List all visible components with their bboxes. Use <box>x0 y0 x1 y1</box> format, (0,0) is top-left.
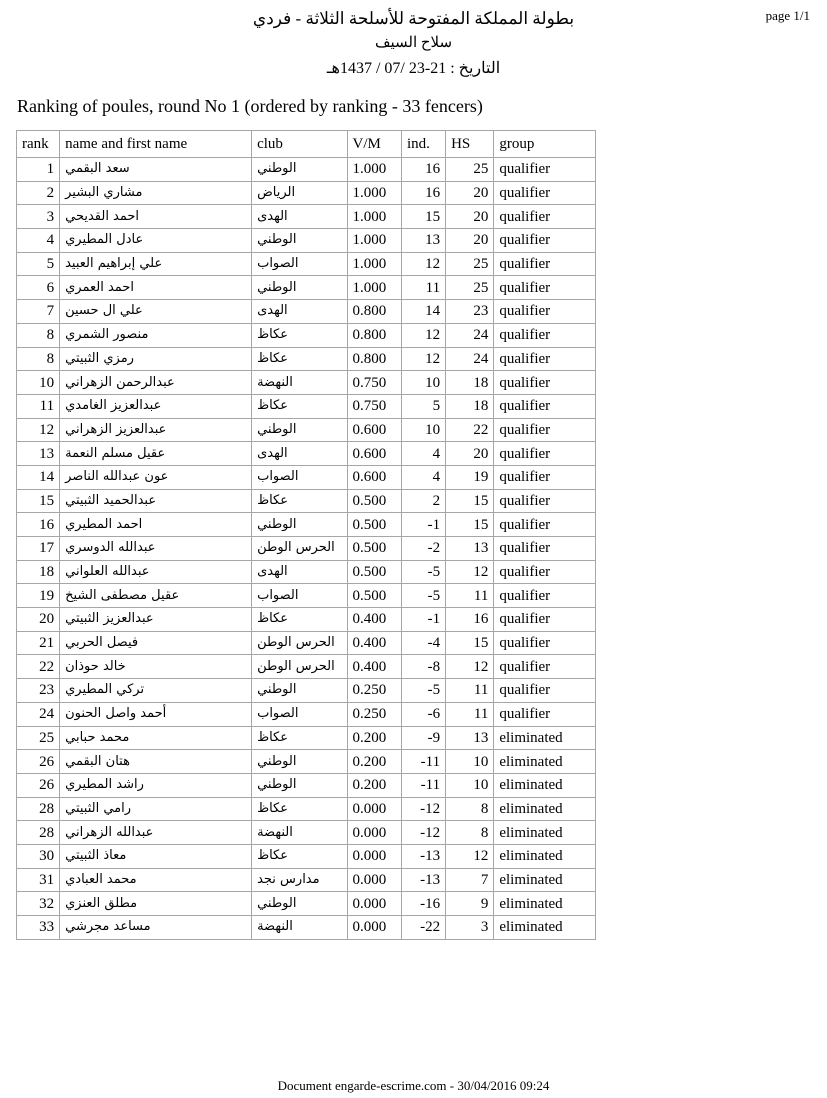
cell-club: الهدى <box>252 300 347 324</box>
table-row <box>17 560 596 584</box>
cell-ind: 12 <box>401 252 445 276</box>
cell-name: خالد حوذان <box>60 655 252 679</box>
cell-ind: 4 <box>401 465 445 489</box>
cell-ind: -11 <box>401 750 445 774</box>
cell-name: مطلق العنزي <box>60 892 252 916</box>
cell-vm: 0.000 <box>347 916 401 940</box>
cell-ind: -12 <box>401 797 445 821</box>
cell-ind: -5 <box>401 679 445 703</box>
cell-vm: 0.600 <box>347 442 401 466</box>
cell-group: eliminated <box>494 892 596 916</box>
cell-group: qualifier <box>494 300 596 324</box>
cell-name: احمد القديحي <box>60 205 252 229</box>
cell-name: احمد المطيري <box>60 513 252 537</box>
cell-club: النهضة <box>252 916 347 940</box>
cell-hs: 10 <box>446 750 494 774</box>
cell-vm: 0.250 <box>347 702 401 726</box>
cell-vm: 0.500 <box>347 560 401 584</box>
cell-name: مشاري البشير <box>60 181 252 205</box>
cell-club: الصواب <box>252 702 347 726</box>
cell-group: eliminated <box>494 821 596 845</box>
cell-group: qualifier <box>494 205 596 229</box>
cell-ind: -8 <box>401 655 445 679</box>
cell-club: عكاظ <box>252 844 347 868</box>
cell-group: qualifier <box>494 229 596 253</box>
cell-group: qualifier <box>494 158 596 182</box>
table-row <box>17 181 596 205</box>
cell-rank: 26 <box>17 773 60 797</box>
cell-hs: 20 <box>446 229 494 253</box>
table-row <box>17 821 596 845</box>
column-header-club: club <box>252 131 347 158</box>
cell-hs: 7 <box>446 868 494 892</box>
cell-rank: 23 <box>17 679 60 703</box>
cell-club: عكاظ <box>252 394 347 418</box>
table-row <box>17 797 596 821</box>
table-row <box>17 205 596 229</box>
cell-ind: -9 <box>401 726 445 750</box>
table-row <box>17 300 596 324</box>
cell-name: عبدالعزيز الغامدي <box>60 394 252 418</box>
cell-group: qualifier <box>494 323 596 347</box>
cell-name: احمد العمري <box>60 276 252 300</box>
cell-name: علي إبراهيم العبيد <box>60 252 252 276</box>
cell-rank: 16 <box>17 513 60 537</box>
cell-rank: 12 <box>17 418 60 442</box>
cell-club: الصواب <box>252 584 347 608</box>
cell-vm: 0.800 <box>347 323 401 347</box>
cell-ind: 13 <box>401 229 445 253</box>
cell-rank: 10 <box>17 371 60 395</box>
cell-group: qualifier <box>494 394 596 418</box>
cell-hs: 3 <box>446 916 494 940</box>
table-row <box>17 773 596 797</box>
cell-club: عكاظ <box>252 726 347 750</box>
cell-name: عبدالله العلواني <box>60 560 252 584</box>
cell-rank: 26 <box>17 750 60 774</box>
cell-club: النهضة <box>252 821 347 845</box>
cell-rank: 15 <box>17 489 60 513</box>
cell-group: qualifier <box>494 584 596 608</box>
cell-hs: 25 <box>446 276 494 300</box>
table-row <box>17 371 596 395</box>
cell-group: eliminated <box>494 844 596 868</box>
cell-rank: 17 <box>17 537 60 561</box>
cell-rank: 6 <box>17 276 60 300</box>
cell-club: الوطني <box>252 892 347 916</box>
cell-rank: 2 <box>17 181 60 205</box>
cell-hs: 23 <box>446 300 494 324</box>
cell-vm: 0.800 <box>347 300 401 324</box>
table-row <box>17 608 596 632</box>
cell-group: qualifier <box>494 465 596 489</box>
cell-hs: 12 <box>446 844 494 868</box>
cell-rank: 13 <box>17 442 60 466</box>
cell-rank: 5 <box>17 252 60 276</box>
cell-name: هتان البقمي <box>60 750 252 774</box>
table-row <box>17 537 596 561</box>
cell-club: عكاظ <box>252 608 347 632</box>
cell-ind: 2 <box>401 489 445 513</box>
cell-hs: 20 <box>446 181 494 205</box>
cell-rank: 31 <box>17 868 60 892</box>
cell-club: الحرس الوطن <box>252 631 347 655</box>
cell-ind: -11 <box>401 773 445 797</box>
cell-vm: 0.200 <box>347 773 401 797</box>
cell-hs: 11 <box>446 679 494 703</box>
cell-hs: 18 <box>446 371 494 395</box>
cell-hs: 12 <box>446 560 494 584</box>
cell-ind: -13 <box>401 868 445 892</box>
cell-hs: 11 <box>446 702 494 726</box>
ranking-table-body <box>17 158 596 940</box>
cell-rank: 30 <box>17 844 60 868</box>
cell-group: qualifier <box>494 679 596 703</box>
cell-ind: 11 <box>401 276 445 300</box>
cell-vm: 1.000 <box>347 158 401 182</box>
cell-vm: 0.000 <box>347 797 401 821</box>
cell-group: eliminated <box>494 797 596 821</box>
cell-name: عقيل مسلم النعمة <box>60 442 252 466</box>
cell-name: مساعد مجرشي <box>60 916 252 940</box>
table-row <box>17 229 596 253</box>
cell-rank: 1 <box>17 158 60 182</box>
cell-hs: 18 <box>446 394 494 418</box>
cell-ind: 12 <box>401 323 445 347</box>
cell-ind: 12 <box>401 347 445 371</box>
cell-group: qualifier <box>494 560 596 584</box>
cell-ind: -1 <box>401 608 445 632</box>
cell-club: عكاظ <box>252 797 347 821</box>
cell-club: النهضة <box>252 371 347 395</box>
cell-club: الوطني <box>252 513 347 537</box>
cell-ind: 5 <box>401 394 445 418</box>
cell-name: عبدالعزيز الثبيتي <box>60 608 252 632</box>
cell-ind: 10 <box>401 371 445 395</box>
table-row <box>17 513 596 537</box>
cell-ind: 16 <box>401 158 445 182</box>
cell-hs: 13 <box>446 726 494 750</box>
cell-ind: 15 <box>401 205 445 229</box>
cell-group: qualifier <box>494 276 596 300</box>
cell-vm: 0.500 <box>347 489 401 513</box>
cell-hs: 20 <box>446 442 494 466</box>
cell-vm: 0.750 <box>347 394 401 418</box>
cell-group: eliminated <box>494 750 596 774</box>
cell-name: عبدالله الدوسري <box>60 537 252 561</box>
cell-group: qualifier <box>494 489 596 513</box>
table-row <box>17 347 596 371</box>
document-footer: Document engarde-escrime.com - 30/04/2016 09:24 <box>277 1078 550 1093</box>
cell-hs: 25 <box>446 158 494 182</box>
cell-rank: 32 <box>17 892 60 916</box>
cell-group: eliminated <box>494 868 596 892</box>
cell-vm: 1.000 <box>347 229 401 253</box>
cell-group: qualifier <box>494 418 596 442</box>
cell-rank: 19 <box>17 584 60 608</box>
cell-rank: 33 <box>17 916 60 940</box>
cell-vm: 0.200 <box>347 750 401 774</box>
cell-vm: 1.000 <box>347 252 401 276</box>
cell-vm: 0.000 <box>347 868 401 892</box>
table-row <box>17 679 596 703</box>
cell-vm: 0.600 <box>347 418 401 442</box>
cell-vm: 0.000 <box>347 892 401 916</box>
cell-rank: 18 <box>17 560 60 584</box>
cell-ind: -13 <box>401 844 445 868</box>
cell-name: راشد المطيري <box>60 773 252 797</box>
cell-rank: 8 <box>17 323 60 347</box>
cell-ind: -5 <box>401 584 445 608</box>
table-row <box>17 726 596 750</box>
table-row <box>17 892 596 916</box>
cell-vm: 0.400 <box>347 608 401 632</box>
cell-vm: 0.750 <box>347 371 401 395</box>
cell-rank: 4 <box>17 229 60 253</box>
cell-rank: 28 <box>17 797 60 821</box>
cell-vm: 0.250 <box>347 679 401 703</box>
cell-rank: 11 <box>17 394 60 418</box>
cell-rank: 21 <box>17 631 60 655</box>
cell-vm: 0.500 <box>347 584 401 608</box>
cell-name: عبدالحميد الثبيتي <box>60 489 252 513</box>
cell-club: الهدى <box>252 442 347 466</box>
cell-vm: 0.000 <box>347 844 401 868</box>
cell-club: الهدى <box>252 560 347 584</box>
cell-club: الوطني <box>252 229 347 253</box>
cell-vm: 1.000 <box>347 181 401 205</box>
cell-group: qualifier <box>494 702 596 726</box>
cell-vm: 0.400 <box>347 655 401 679</box>
cell-club: الهدى <box>252 205 347 229</box>
cell-name: عبدالرحمن الزهراني <box>60 371 252 395</box>
table-row <box>17 276 596 300</box>
cell-rank: 7 <box>17 300 60 324</box>
column-header-group: group <box>494 131 596 158</box>
cell-rank: 24 <box>17 702 60 726</box>
cell-name: محمد العبادي <box>60 868 252 892</box>
cell-hs: 8 <box>446 821 494 845</box>
column-header-vm: V/M <box>347 131 401 158</box>
cell-club: مدارس نجد <box>252 868 347 892</box>
table-row <box>17 868 596 892</box>
cell-club: الحرس الوطن <box>252 655 347 679</box>
cell-vm: 1.000 <box>347 276 401 300</box>
page-number: page 1/1 <box>765 8 810 23</box>
cell-name: عبدالعزيز الزهراني <box>60 418 252 442</box>
cell-name: عون عبدالله الناصر <box>60 465 252 489</box>
table-row <box>17 750 596 774</box>
cell-rank: 8 <box>17 347 60 371</box>
table-row <box>17 252 596 276</box>
cell-group: eliminated <box>494 773 596 797</box>
weapon-label: سلاح السيف <box>374 35 453 51</box>
cell-ind: -16 <box>401 892 445 916</box>
cell-vm: 0.600 <box>347 465 401 489</box>
cell-club: الوطني <box>252 679 347 703</box>
cell-club: الصواب <box>252 465 347 489</box>
cell-group: qualifier <box>494 513 596 537</box>
cell-vm: 0.200 <box>347 726 401 750</box>
cell-club: الحرس الوطن <box>252 537 347 561</box>
cell-ind: 16 <box>401 181 445 205</box>
cell-rank: 3 <box>17 205 60 229</box>
cell-hs: 20 <box>446 205 494 229</box>
cell-hs: 24 <box>446 323 494 347</box>
cell-ind: -2 <box>401 537 445 561</box>
table-row <box>17 631 596 655</box>
cell-ind: -6 <box>401 702 445 726</box>
cell-club: عكاظ <box>252 323 347 347</box>
cell-name: عبدالله الزهراني <box>60 821 252 845</box>
column-header-name: name and first name <box>60 131 252 158</box>
cell-ind: -5 <box>401 560 445 584</box>
column-header-rank: rank <box>17 131 60 158</box>
cell-group: qualifier <box>494 442 596 466</box>
cell-group: eliminated <box>494 726 596 750</box>
cell-club: عكاظ <box>252 489 347 513</box>
cell-group: eliminated <box>494 916 596 940</box>
document-header <box>0 6 827 81</box>
table-header-row <box>17 131 596 158</box>
cell-hs: 11 <box>446 584 494 608</box>
cell-group: qualifier <box>494 181 596 205</box>
table-row <box>17 465 596 489</box>
cell-name: معاذ الثبيتي <box>60 844 252 868</box>
cell-hs: 8 <box>446 797 494 821</box>
cell-hs: 12 <box>446 655 494 679</box>
cell-name: أحمد واصل الحنون <box>60 702 252 726</box>
cell-hs: 13 <box>446 537 494 561</box>
table-row <box>17 584 596 608</box>
cell-name: محمد حبابي <box>60 726 252 750</box>
cell-name: علي ال حسين <box>60 300 252 324</box>
cell-rank: 22 <box>17 655 60 679</box>
table-row <box>17 916 596 940</box>
cell-club: عكاظ <box>252 347 347 371</box>
cell-hs: 10 <box>446 773 494 797</box>
cell-name: منصور الشمري <box>60 323 252 347</box>
ranking-table <box>16 130 596 940</box>
cell-club: الوطني <box>252 158 347 182</box>
cell-rank: 20 <box>17 608 60 632</box>
cell-vm: 0.400 <box>347 631 401 655</box>
cell-name: رامي الثبيتي <box>60 797 252 821</box>
cell-name: عادل المطيري <box>60 229 252 253</box>
cell-vm: 0.500 <box>347 513 401 537</box>
cell-hs: 9 <box>446 892 494 916</box>
section-title: Ranking of poules, round No 1 (ordered by ranking - 33 fencers) <box>17 96 483 116</box>
cell-club: الوطني <box>252 773 347 797</box>
table-row <box>17 844 596 868</box>
cell-name: سعد البقمي <box>60 158 252 182</box>
cell-name: فيصل الحربي <box>60 631 252 655</box>
tournament-title: بطولة المملكة المفتوحة للأسلحة الثلاثة - فردي <box>252 9 575 28</box>
cell-group: qualifier <box>494 608 596 632</box>
cell-hs: 24 <box>446 347 494 371</box>
table-row <box>17 442 596 466</box>
table-row <box>17 394 596 418</box>
cell-ind: 14 <box>401 300 445 324</box>
cell-hs: 25 <box>446 252 494 276</box>
column-header-ind: ind. <box>401 131 445 158</box>
cell-ind: -1 <box>401 513 445 537</box>
table-row <box>17 655 596 679</box>
table-row <box>17 418 596 442</box>
cell-ind: -22 <box>401 916 445 940</box>
cell-hs: 19 <box>446 465 494 489</box>
cell-name: رمزي الثبيتي <box>60 347 252 371</box>
cell-ind: -4 <box>401 631 445 655</box>
cell-group: qualifier <box>494 537 596 561</box>
cell-group: qualifier <box>494 631 596 655</box>
cell-club: الوطني <box>252 418 347 442</box>
cell-group: qualifier <box>494 371 596 395</box>
cell-group: qualifier <box>494 252 596 276</box>
cell-hs: 15 <box>446 513 494 537</box>
table-row <box>17 158 596 182</box>
cell-ind: -12 <box>401 821 445 845</box>
cell-club: الرياض <box>252 181 347 205</box>
cell-vm: 0.500 <box>347 537 401 561</box>
cell-ind: 10 <box>401 418 445 442</box>
cell-group: qualifier <box>494 655 596 679</box>
table-row <box>17 489 596 513</box>
column-header-hs: HS <box>446 131 494 158</box>
cell-hs: 22 <box>446 418 494 442</box>
table-row <box>17 323 596 347</box>
cell-vm: 0.800 <box>347 347 401 371</box>
cell-rank: 28 <box>17 821 60 845</box>
cell-hs: 15 <box>446 489 494 513</box>
cell-hs: 16 <box>446 608 494 632</box>
cell-name: عقيل مصطفى الشيخ <box>60 584 252 608</box>
cell-club: الصواب <box>252 252 347 276</box>
cell-rank: 14 <box>17 465 60 489</box>
tournament-date: التاريخ : 21-23 /07 / 1437هـ <box>326 60 501 77</box>
cell-vm: 1.000 <box>347 205 401 229</box>
cell-club: الوطني <box>252 276 347 300</box>
cell-hs: 15 <box>446 631 494 655</box>
cell-group: qualifier <box>494 347 596 371</box>
cell-vm: 0.000 <box>347 821 401 845</box>
cell-rank: 25 <box>17 726 60 750</box>
cell-name: تركي المطيري <box>60 679 252 703</box>
cell-ind: 4 <box>401 442 445 466</box>
cell-club: الوطني <box>252 750 347 774</box>
table-row <box>17 702 596 726</box>
